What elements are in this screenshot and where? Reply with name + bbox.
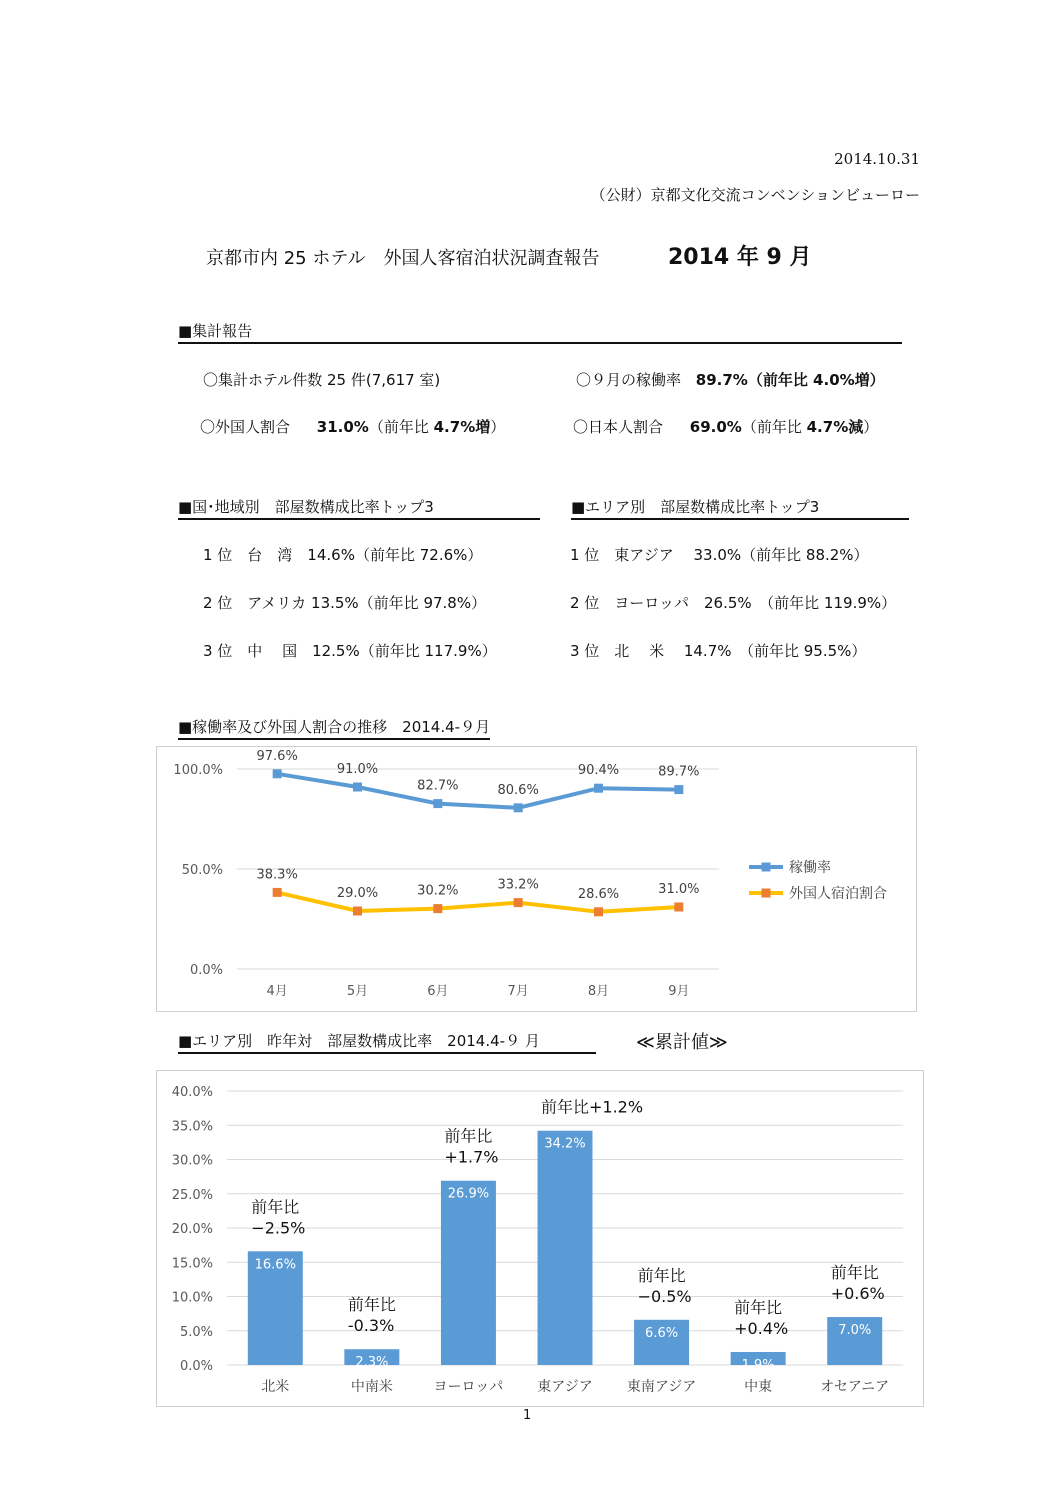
data-label: 29.0% bbox=[336, 886, 379, 901]
data-label: 30.2% bbox=[417, 883, 459, 899]
data-point bbox=[594, 784, 603, 793]
bar-chart bbox=[157, 1071, 923, 1406]
y-tick-label: 30.0% bbox=[171, 1153, 213, 1169]
bar-annotation: −0.5% bbox=[637, 1286, 692, 1306]
x-tick-label: 東アジア bbox=[537, 1379, 593, 1395]
foreign-value: 31.0% bbox=[316, 418, 369, 436]
bar bbox=[538, 1131, 593, 1365]
area-rank-1: 1 位 東アジア 33.0%（前年比 88.2%） bbox=[570, 546, 869, 564]
bar-value-label: 7.0% bbox=[838, 1323, 872, 1339]
x-tick-label: 5月 bbox=[346, 984, 369, 999]
bar-annotation: 前年比 bbox=[444, 1126, 493, 1146]
japanese-close: ） bbox=[863, 418, 879, 436]
bar-annotation: 前年比 bbox=[734, 1297, 783, 1317]
country-rank-2: 2 位 アメリカ 13.5%（前年比 97.8%） bbox=[203, 594, 487, 612]
y-tick-label: 40.0% bbox=[171, 1085, 213, 1100]
bar-chart-heading: ■エリア別 昨年対 部屋数構成比率 2014.4-９ 月 bbox=[178, 1030, 596, 1054]
data-label: 31.0% bbox=[658, 882, 700, 897]
y-tick-label: 50.0% bbox=[181, 863, 223, 878]
y-tick-label: 20.0% bbox=[171, 1222, 213, 1237]
occupancy-rate bbox=[576, 369, 885, 390]
organization-name: （公財）京都文化交流コンベンションビューロー bbox=[590, 186, 920, 204]
bar-value-label: 1.9% bbox=[741, 1357, 775, 1373]
data-label: 97.6% bbox=[256, 748, 298, 764]
y-tick-label: 15.0% bbox=[171, 1256, 213, 1272]
data-label: 82.7% bbox=[417, 778, 459, 794]
japanese-label: 〇日本人割合 bbox=[573, 418, 664, 436]
foreign-label: 〇外国人割合 bbox=[200, 418, 291, 436]
series-line bbox=[277, 774, 679, 808]
data-label: 80.6% bbox=[497, 782, 539, 798]
bar-annotation: 前年比 bbox=[830, 1263, 879, 1283]
data-point bbox=[433, 799, 442, 808]
data-label: 28.6% bbox=[577, 886, 620, 902]
bar-annotation: +1.7% bbox=[444, 1147, 499, 1167]
occupancy-value: 89.7%（前年比 4.0%増） bbox=[695, 371, 885, 389]
line-chart-heading: ■稼働率及び外国人割合の推移 2014.4-９月 bbox=[178, 716, 490, 740]
bar-annotation: 前年比 bbox=[347, 1295, 396, 1315]
legend-marker bbox=[762, 889, 771, 898]
japanese-note: （前年比 bbox=[741, 418, 807, 436]
legend-label: 稼働率 bbox=[789, 860, 831, 876]
x-tick-label: ヨーロッパ bbox=[433, 1379, 504, 1395]
foreign-close: ） bbox=[490, 418, 506, 436]
bar-value-label: 2.3% bbox=[355, 1355, 389, 1371]
x-tick-label: オセアニア bbox=[820, 1379, 890, 1395]
country-rank-1: 1 位 台 湾 14.6%（前年比 72.6%） bbox=[203, 546, 483, 564]
bar-annotation: −2.5% bbox=[251, 1218, 306, 1238]
data-point bbox=[674, 903, 683, 912]
japanese-value: 69.0% bbox=[689, 418, 742, 436]
bar-value-label: 26.9% bbox=[447, 1186, 490, 1202]
data-point bbox=[514, 898, 523, 907]
y-tick-label: 25.0% bbox=[171, 1187, 213, 1203]
data-label: 33.2% bbox=[497, 877, 539, 893]
bar-annotation: +0.6% bbox=[830, 1284, 885, 1304]
bar bbox=[441, 1181, 496, 1365]
x-tick-label: 東南アジア bbox=[626, 1379, 697, 1395]
data-label: 90.4% bbox=[577, 763, 620, 779]
bar-value-label: 16.6% bbox=[254, 1257, 296, 1273]
bar-annotation: 前年比 bbox=[637, 1265, 686, 1285]
y-tick-label: 0.0% bbox=[189, 963, 223, 978]
country-rank-3: 3 位 中 国 12.5%（前年比 117.9%） bbox=[203, 642, 497, 660]
foreign-note: （前年比 bbox=[368, 418, 434, 436]
country-rank-heading: ■国･地域別 部屋数構成比率トップ3 bbox=[178, 496, 540, 520]
x-tick-label: 中東 bbox=[744, 1379, 773, 1395]
y-tick-label: 5.0% bbox=[179, 1324, 213, 1340]
data-label: 91.0% bbox=[336, 762, 379, 777]
area-rank-2: 2 位 ヨーロッパ 26.5% （前年比 119.9%） bbox=[570, 594, 897, 612]
line-chart bbox=[157, 747, 916, 1011]
report-period: 2014 年 9 月 bbox=[668, 245, 812, 270]
bar-annotation: -0.3% bbox=[347, 1316, 395, 1336]
data-point bbox=[353, 783, 362, 792]
data-label: 89.7% bbox=[658, 764, 700, 780]
report-date: 2014.10.31 bbox=[834, 150, 920, 168]
y-tick-label: 100.0% bbox=[173, 763, 223, 778]
occupancy-label: 〇９月の稼働率 bbox=[576, 371, 682, 389]
data-point bbox=[594, 907, 603, 916]
line-chart-frame bbox=[156, 746, 917, 1012]
bar-value-label: 6.6% bbox=[645, 1325, 679, 1341]
bar-chart-frame bbox=[156, 1070, 924, 1407]
y-tick-label: 10.0% bbox=[171, 1290, 213, 1306]
x-tick-label: 4月 bbox=[266, 984, 288, 999]
data-point bbox=[353, 907, 362, 916]
data-point bbox=[674, 785, 683, 794]
foreign-share bbox=[200, 416, 505, 437]
x-tick-label: 9月 bbox=[668, 984, 690, 999]
data-label: 38.3% bbox=[256, 867, 298, 883]
legend-label: 外国人宿泊割合 bbox=[789, 886, 887, 902]
foreign-change: 4.7%増 bbox=[433, 418, 491, 436]
data-point bbox=[514, 803, 523, 812]
bar-annotation: 前年比 bbox=[251, 1197, 300, 1217]
x-tick-label: 北米 bbox=[261, 1379, 290, 1395]
page-number: 1 bbox=[523, 1408, 532, 1423]
data-point bbox=[273, 769, 282, 778]
x-tick-label: 8月 bbox=[587, 984, 610, 999]
bar-annotation: +0.4% bbox=[734, 1318, 789, 1338]
bar-annotation: 前年比+1.2% bbox=[541, 1097, 644, 1117]
x-tick-label: 7月 bbox=[507, 984, 529, 999]
y-tick-label: 0.0% bbox=[179, 1359, 213, 1374]
area-rank-heading: ■エリア別 部屋数構成比率トップ3 bbox=[571, 496, 909, 520]
japanese-share bbox=[573, 416, 878, 437]
hotel-count: 〇集計ホテル件数 25 件(7,617 室) bbox=[203, 371, 441, 389]
data-point bbox=[433, 904, 442, 913]
report-title: 京都市内 25 ホテル 外国人客宿泊状況調査報告 bbox=[206, 248, 600, 269]
japanese-change: 4.7%減 bbox=[806, 418, 864, 436]
bar-value-label: 34.2% bbox=[544, 1136, 586, 1152]
area-rank-3: 3 位 北 米 14.7% （前年比 95.5%） bbox=[570, 642, 867, 660]
x-tick-label: 中南米 bbox=[350, 1379, 393, 1395]
summary-heading: ■集計報告 bbox=[178, 320, 902, 344]
x-tick-label: 6月 bbox=[427, 984, 449, 999]
legend-marker bbox=[762, 863, 771, 872]
y-tick-label: 35.0% bbox=[171, 1119, 213, 1135]
data-point bbox=[273, 888, 282, 897]
cumulative-note: ≪累計値≫ bbox=[636, 1032, 728, 1053]
